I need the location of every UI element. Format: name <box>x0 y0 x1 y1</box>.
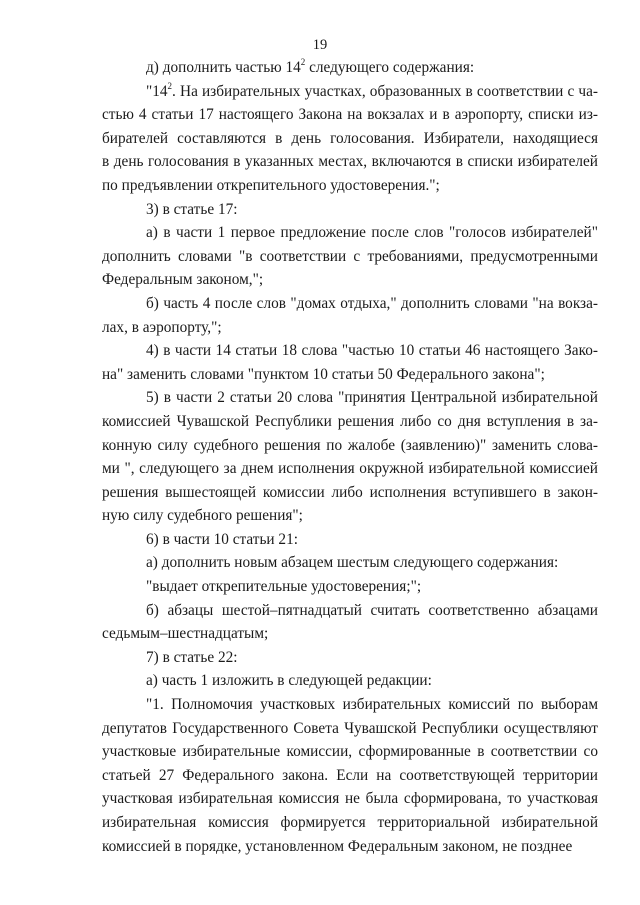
text-line <box>102 198 598 222</box>
text-line <box>102 221 598 245</box>
text-line <box>102 599 598 623</box>
text-fragment: комиссией Чувашской Республики решения либо со дня вступления в за- <box>102 412 598 430</box>
text-fragment: ную силу судебного решения"; <box>102 507 303 525</box>
superscript: 2 <box>167 80 173 91</box>
text-line <box>102 363 598 387</box>
text-line <box>102 481 598 505</box>
text-fragment: 3) в статье 17: <box>146 200 238 218</box>
paragraph <box>102 198 598 222</box>
text-line <box>102 434 598 458</box>
text-line <box>102 787 598 811</box>
text-line <box>102 174 598 198</box>
text-fragment: д) дополнить частью 14 <box>146 59 301 76</box>
text-line <box>102 669 598 693</box>
paragraph <box>102 528 598 552</box>
text-line <box>102 150 598 174</box>
paragraph <box>102 669 598 693</box>
text-line <box>102 622 598 646</box>
text-line <box>102 835 598 859</box>
text-fragment: конную силу судебного решения по жалобе (заявлению)" заменить слова- <box>102 436 598 454</box>
paragraph <box>102 221 598 292</box>
text-fragment: статьей 27 Федерального закона. Если на соответствующей территории <box>102 766 598 784</box>
text-line <box>102 764 598 788</box>
text-fragment: следующего содержания: <box>305 59 475 76</box>
text-fragment: б) абзацы шестой–пятнадцатый считать соответственно абзацами <box>146 601 598 619</box>
superscript: 2 <box>300 56 306 67</box>
text-fragment: седьмым–шестнадцатым; <box>102 625 269 643</box>
text-fragment: . На избирательных участках, образованных в соответствии с ча- <box>172 82 598 100</box>
text-fragment: а) часть 1 изложить в следующей редакции: <box>146 672 432 690</box>
text-line <box>102 292 598 316</box>
text-line <box>102 504 598 528</box>
text-fragment: б) часть 4 после слов "домах отдыха," дополнить словами "на вокза- <box>146 294 598 312</box>
paragraph <box>102 339 598 386</box>
paragraph <box>102 693 598 858</box>
text-line <box>102 551 598 575</box>
text-fragment: на" заменить словами "пунктом 10 статьи 50 Федерального закона"; <box>102 365 545 383</box>
text-fragment: участковые избирательные комиссии, сформированные в соответствии со <box>102 743 598 761</box>
text-line <box>102 575 598 599</box>
text-fragment: дополнить словами "в соответствии с требованиями, предусмотренными <box>102 247 598 265</box>
text-fragment: 6) в части 10 статьи 21: <box>146 530 298 548</box>
text-fragment: комиссией в порядке, установленном Федеральным законом, не позднее <box>102 837 573 855</box>
text-line <box>102 386 598 410</box>
text-fragment: Федеральным законом,"; <box>102 271 264 289</box>
text-line <box>102 80 598 104</box>
text-line <box>102 457 598 481</box>
text-line <box>102 740 598 764</box>
text-fragment: по предъявлении открепительного удостоверения."; <box>102 176 440 194</box>
paragraph <box>102 575 598 599</box>
text-fragment: 4) в части 14 статьи 18 слова "частью 10 статьи 46 настоящего Зако- <box>146 342 598 360</box>
document-body <box>102 56 598 858</box>
text-line <box>102 717 598 741</box>
text-line <box>102 811 598 835</box>
text-line <box>102 693 598 717</box>
text-line <box>102 245 598 269</box>
text-fragment: "выдает открепительные удостоверения;"; <box>146 578 422 596</box>
text-fragment: "14 <box>146 82 168 100</box>
text-fragment: а) дополнить новым абзацем шестым следующего содержания: <box>146 554 559 572</box>
text-fragment: участковая избирательная комиссия не была сформирована, то участковая <box>102 790 598 808</box>
text-line <box>102 339 598 363</box>
text-line <box>102 528 598 552</box>
text-line <box>102 56 598 80</box>
paragraph <box>102 292 598 339</box>
paragraph <box>102 599 598 646</box>
text-fragment: лах, в аэропорту,"; <box>102 318 222 336</box>
text-fragment: решения вышестоящей комиссии либо исполнения вступившего в закон- <box>102 483 598 501</box>
text-fragment: депутатов Государственного Совета Чувашской Республики осуществляют <box>102 719 598 737</box>
text-line <box>102 127 598 151</box>
text-fragment: а) в части 1 первое предложение после слов "голосов избирателей" <box>146 224 598 242</box>
paragraph <box>102 386 598 528</box>
text-fragment: 5) в части 2 статьи 20 слова "принятия Центральной избирательной <box>146 389 598 407</box>
page-number: 19 <box>312 37 328 53</box>
paragraph <box>102 646 598 670</box>
text-line <box>102 316 598 340</box>
paragraph <box>102 56 598 80</box>
text-line <box>102 646 598 670</box>
text-line <box>102 410 598 434</box>
text-fragment: в день голосования в указанных местах, включаются в списки избирателей <box>102 153 598 171</box>
text-line <box>102 268 598 292</box>
paragraph <box>102 80 598 198</box>
text-fragment: бирателей составляются в день голосования. Избиратели, находящиеся <box>102 129 598 147</box>
text-line <box>102 103 598 127</box>
text-fragment: "1. Полномочия участковых избирательных комиссий по выборам <box>146 696 598 714</box>
text-fragment: ми ", следующего за днем исполнения окружной избирательной комиссией <box>102 460 598 478</box>
paragraph <box>102 551 598 575</box>
text-fragment: 7) в статье 22: <box>146 648 238 666</box>
text-fragment: стью 4 статьи 17 настоящего Закона на вокзалах и в аэропорту, списки из- <box>102 106 598 124</box>
text-fragment: избирательная комиссия формируется территориальной избирательной <box>102 814 598 831</box>
